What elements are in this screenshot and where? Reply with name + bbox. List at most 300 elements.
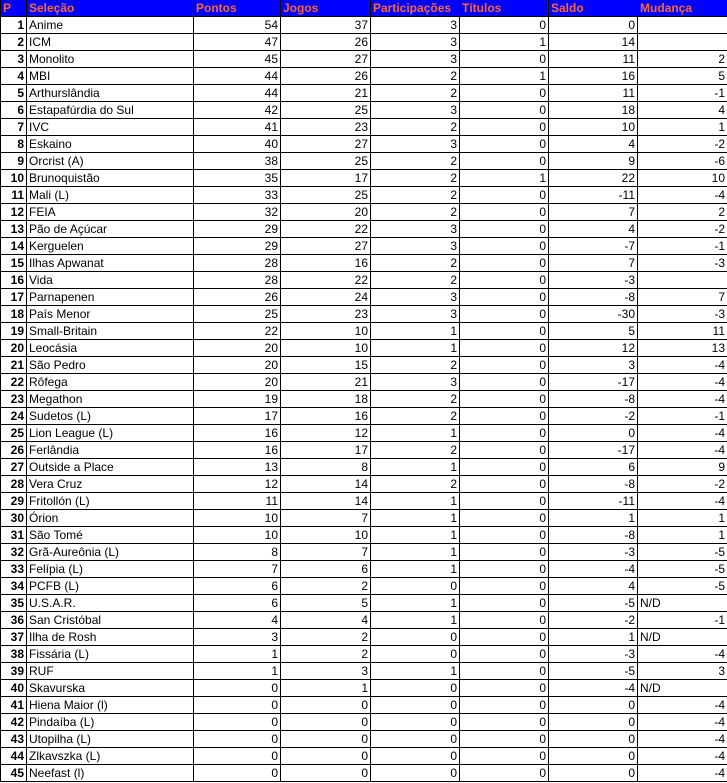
cell-selecao[interactable]: Vera Cruz <box>27 476 194 493</box>
cell-participacoes[interactable]: 0 <box>371 680 460 697</box>
cell-jogos[interactable]: 17 <box>281 442 371 459</box>
cell-jogos[interactable]: 25 <box>281 102 371 119</box>
cell-selecao[interactable]: Vida <box>27 272 194 289</box>
header-titulos[interactable]: Títulos <box>460 0 549 17</box>
cell-saldo[interactable]: 10 <box>549 119 638 136</box>
cell-mudanca[interactable]: 5 <box>638 68 727 85</box>
cell-pontos[interactable]: 29 <box>194 238 281 255</box>
cell-mudanca[interactable]: -2 <box>638 221 727 238</box>
cell-participacoes[interactable]: 1 <box>371 527 460 544</box>
cell-pontos[interactable]: 38 <box>194 153 281 170</box>
header-position[interactable]: P <box>1 0 27 17</box>
cell-participacoes[interactable]: 2 <box>371 204 460 221</box>
cell-jogos[interactable]: 26 <box>281 34 371 51</box>
cell-jogos[interactable]: 0 <box>281 748 371 765</box>
cell-titulos[interactable]: 1 <box>460 68 549 85</box>
cell-saldo[interactable]: -3 <box>549 272 638 289</box>
cell-participacoes[interactable]: 0 <box>371 765 460 782</box>
cell-titulos[interactable]: 0 <box>460 731 549 748</box>
cell-participacoes[interactable]: 2 <box>371 187 460 204</box>
cell-position[interactable]: 26 <box>1 442 27 459</box>
cell-pontos[interactable]: 6 <box>194 578 281 595</box>
cell-mudanca[interactable]: -2 <box>638 136 727 153</box>
cell-saldo[interactable]: -17 <box>549 442 638 459</box>
cell-position[interactable]: 30 <box>1 510 27 527</box>
cell-saldo[interactable]: 16 <box>549 68 638 85</box>
cell-selecao[interactable]: Ferlândia <box>27 442 194 459</box>
cell-pontos[interactable]: 0 <box>194 680 281 697</box>
cell-selecao[interactable]: Pão de Açúcar <box>27 221 194 238</box>
cell-jogos[interactable]: 5 <box>281 595 371 612</box>
cell-selecao[interactable]: Parnapenen <box>27 289 194 306</box>
cell-mudanca[interactable]: 3 <box>638 663 727 680</box>
cell-titulos[interactable]: 0 <box>460 561 549 578</box>
cell-titulos[interactable]: 0 <box>460 425 549 442</box>
cell-position[interactable]: 2 <box>1 34 27 51</box>
cell-position[interactable]: 29 <box>1 493 27 510</box>
cell-saldo[interactable]: 0 <box>549 697 638 714</box>
cell-selecao[interactable]: FEIA <box>27 204 194 221</box>
cell-jogos[interactable]: 26 <box>281 68 371 85</box>
cell-jogos[interactable]: 0 <box>281 714 371 731</box>
cell-position[interactable]: 38 <box>1 646 27 663</box>
cell-pontos[interactable]: 17 <box>194 408 281 425</box>
cell-titulos[interactable]: 0 <box>460 391 549 408</box>
cell-saldo[interactable]: 0 <box>549 714 638 731</box>
cell-jogos[interactable]: 1 <box>281 680 371 697</box>
cell-pontos[interactable]: 11 <box>194 493 281 510</box>
cell-saldo[interactable]: -4 <box>549 680 638 697</box>
cell-titulos[interactable]: 0 <box>460 204 549 221</box>
cell-pontos[interactable]: 29 <box>194 221 281 238</box>
cell-pontos[interactable]: 42 <box>194 102 281 119</box>
cell-position[interactable]: 31 <box>1 527 27 544</box>
cell-saldo[interactable]: 6 <box>549 459 638 476</box>
cell-selecao[interactable]: PCFB (L) <box>27 578 194 595</box>
cell-pontos[interactable]: 16 <box>194 442 281 459</box>
cell-position[interactable]: 44 <box>1 748 27 765</box>
cell-participacoes[interactable]: 2 <box>371 255 460 272</box>
cell-titulos[interactable]: 0 <box>460 272 549 289</box>
cell-pontos[interactable]: 22 <box>194 323 281 340</box>
cell-mudanca[interactable]: N/D <box>638 629 727 646</box>
cell-position[interactable]: 5 <box>1 85 27 102</box>
cell-saldo[interactable]: 0 <box>549 425 638 442</box>
cell-selecao[interactable]: São Tomé <box>27 527 194 544</box>
cell-mudanca[interactable] <box>638 272 727 289</box>
cell-selecao[interactable]: Mali (L) <box>27 187 194 204</box>
cell-saldo[interactable]: 7 <box>549 255 638 272</box>
cell-mudanca[interactable]: -1 <box>638 612 727 629</box>
cell-participacoes[interactable]: 0 <box>371 697 460 714</box>
cell-pontos[interactable]: 0 <box>194 765 281 782</box>
cell-pontos[interactable]: 16 <box>194 425 281 442</box>
header-saldo[interactable]: Saldo <box>549 0 638 17</box>
cell-pontos[interactable]: 41 <box>194 119 281 136</box>
cell-mudanca[interactable]: 11 <box>638 323 727 340</box>
cell-saldo[interactable]: 9 <box>549 153 638 170</box>
cell-mudanca[interactable]: -4 <box>638 374 727 391</box>
cell-selecao[interactable]: Small-Britain <box>27 323 194 340</box>
cell-saldo[interactable]: -11 <box>549 493 638 510</box>
cell-mudanca[interactable]: -4 <box>638 765 727 782</box>
cell-titulos[interactable]: 0 <box>460 323 549 340</box>
cell-titulos[interactable]: 0 <box>460 374 549 391</box>
cell-pontos[interactable]: 4 <box>194 612 281 629</box>
cell-jogos[interactable]: 12 <box>281 425 371 442</box>
cell-mudanca[interactable]: -1 <box>638 238 727 255</box>
cell-saldo[interactable]: 0 <box>549 748 638 765</box>
cell-pontos[interactable]: 6 <box>194 595 281 612</box>
cell-position[interactable]: 42 <box>1 714 27 731</box>
cell-mudanca[interactable]: -5 <box>638 578 727 595</box>
cell-mudanca[interactable]: -4 <box>638 357 727 374</box>
cell-saldo[interactable]: 5 <box>549 323 638 340</box>
cell-titulos[interactable]: 0 <box>460 187 549 204</box>
cell-selecao[interactable]: Monolito <box>27 51 194 68</box>
cell-titulos[interactable]: 0 <box>460 578 549 595</box>
cell-jogos[interactable]: 2 <box>281 578 371 595</box>
cell-position[interactable]: 9 <box>1 153 27 170</box>
header-jogos[interactable]: Jogos <box>281 0 371 17</box>
cell-selecao[interactable]: Brunoquistão <box>27 170 194 187</box>
cell-selecao[interactable]: ICM <box>27 34 194 51</box>
cell-jogos[interactable]: 10 <box>281 340 371 357</box>
cell-participacoes[interactable]: 3 <box>371 221 460 238</box>
cell-mudanca[interactable]: 13 <box>638 340 727 357</box>
cell-selecao[interactable]: U.S.A.R. <box>27 595 194 612</box>
cell-selecao[interactable]: País Menor <box>27 306 194 323</box>
cell-participacoes[interactable]: 0 <box>371 646 460 663</box>
cell-titulos[interactable]: 0 <box>460 51 549 68</box>
cell-position[interactable]: 35 <box>1 595 27 612</box>
cell-jogos[interactable]: 0 <box>281 731 371 748</box>
cell-titulos[interactable]: 0 <box>460 238 549 255</box>
cell-mudanca[interactable]: -4 <box>638 748 727 765</box>
cell-selecao[interactable]: Pindaíba (L) <box>27 714 194 731</box>
cell-pontos[interactable]: 10 <box>194 510 281 527</box>
cell-jogos[interactable]: 16 <box>281 255 371 272</box>
cell-participacoes[interactable]: 3 <box>371 102 460 119</box>
cell-selecao[interactable]: Outside a Place <box>27 459 194 476</box>
cell-mudanca[interactable]: -3 <box>638 306 727 323</box>
cell-selecao[interactable]: São Pedro <box>27 357 194 374</box>
cell-mudanca[interactable] <box>638 17 727 34</box>
cell-position[interactable]: 32 <box>1 544 27 561</box>
cell-titulos[interactable]: 0 <box>460 408 549 425</box>
cell-mudanca[interactable]: 1 <box>638 119 727 136</box>
cell-saldo[interactable]: 18 <box>549 102 638 119</box>
cell-position[interactable]: 27 <box>1 459 27 476</box>
cell-selecao[interactable]: Skavurska <box>27 680 194 697</box>
cell-selecao[interactable]: IVC <box>27 119 194 136</box>
cell-position[interactable]: 20 <box>1 340 27 357</box>
cell-pontos[interactable]: 25 <box>194 306 281 323</box>
cell-jogos[interactable]: 10 <box>281 527 371 544</box>
header-pontos[interactable]: Pontos <box>194 0 281 17</box>
cell-saldo[interactable]: 4 <box>549 136 638 153</box>
cell-mudanca[interactable]: -4 <box>638 646 727 663</box>
cell-titulos[interactable]: 0 <box>460 612 549 629</box>
cell-pontos[interactable]: 33 <box>194 187 281 204</box>
cell-participacoes[interactable]: 2 <box>371 119 460 136</box>
cell-saldo[interactable]: 12 <box>549 340 638 357</box>
cell-selecao[interactable]: Anime <box>27 17 194 34</box>
cell-participacoes[interactable]: 3 <box>371 374 460 391</box>
cell-jogos[interactable]: 0 <box>281 765 371 782</box>
cell-saldo[interactable]: 0 <box>549 765 638 782</box>
cell-participacoes[interactable]: 3 <box>371 289 460 306</box>
cell-position[interactable]: 40 <box>1 680 27 697</box>
cell-position[interactable]: 6 <box>1 102 27 119</box>
cell-titulos[interactable]: 0 <box>460 442 549 459</box>
cell-position[interactable]: 33 <box>1 561 27 578</box>
cell-saldo[interactable]: -8 <box>549 391 638 408</box>
cell-saldo[interactable]: -5 <box>549 595 638 612</box>
cell-saldo[interactable]: 4 <box>549 578 638 595</box>
cell-selecao[interactable]: Estapafúrdia do Sul <box>27 102 194 119</box>
cell-titulos[interactable]: 0 <box>460 17 549 34</box>
cell-saldo[interactable]: -3 <box>549 646 638 663</box>
cell-participacoes[interactable]: 2 <box>371 442 460 459</box>
cell-jogos[interactable]: 7 <box>281 544 371 561</box>
cell-mudanca[interactable]: N/D <box>638 595 727 612</box>
cell-mudanca[interactable]: N/D <box>638 680 727 697</box>
cell-participacoes[interactable]: 3 <box>371 306 460 323</box>
cell-jogos[interactable]: 16 <box>281 408 371 425</box>
cell-titulos[interactable]: 0 <box>460 748 549 765</box>
cell-jogos[interactable]: 21 <box>281 374 371 391</box>
cell-position[interactable]: 25 <box>1 425 27 442</box>
cell-participacoes[interactable]: 1 <box>371 544 460 561</box>
cell-mudanca[interactable]: -4 <box>638 697 727 714</box>
cell-position[interactable]: 7 <box>1 119 27 136</box>
cell-selecao[interactable]: Megathon <box>27 391 194 408</box>
cell-jogos[interactable]: 18 <box>281 391 371 408</box>
cell-titulos[interactable]: 0 <box>460 340 549 357</box>
cell-pontos[interactable]: 20 <box>194 340 281 357</box>
cell-mudanca[interactable]: -6 <box>638 153 727 170</box>
cell-mudanca[interactable]: 1 <box>638 527 727 544</box>
cell-jogos[interactable]: 23 <box>281 306 371 323</box>
cell-selecao[interactable]: Grã-Aureônia (L) <box>27 544 194 561</box>
cell-mudanca[interactable]: -4 <box>638 187 727 204</box>
cell-position[interactable]: 11 <box>1 187 27 204</box>
cell-saldo[interactable]: -2 <box>549 612 638 629</box>
cell-mudanca[interactable]: 7 <box>638 289 727 306</box>
cell-jogos[interactable]: 23 <box>281 119 371 136</box>
cell-selecao[interactable]: Lion League (L) <box>27 425 194 442</box>
cell-jogos[interactable]: 3 <box>281 663 371 680</box>
cell-titulos[interactable]: 0 <box>460 306 549 323</box>
cell-selecao[interactable]: Fritollón (L) <box>27 493 194 510</box>
cell-position[interactable]: 23 <box>1 391 27 408</box>
cell-mudanca[interactable]: -4 <box>638 714 727 731</box>
cell-titulos[interactable]: 0 <box>460 153 549 170</box>
cell-mudanca[interactable]: -5 <box>638 544 727 561</box>
cell-selecao[interactable]: Arthurslândia <box>27 85 194 102</box>
cell-participacoes[interactable]: 2 <box>371 170 460 187</box>
cell-saldo[interactable]: 1 <box>549 629 638 646</box>
cell-saldo[interactable]: 11 <box>549 51 638 68</box>
header-mudanca[interactable]: Mudança <box>638 0 727 17</box>
cell-pontos[interactable]: 12 <box>194 476 281 493</box>
cell-pontos[interactable]: 47 <box>194 34 281 51</box>
cell-saldo[interactable]: 4 <box>549 221 638 238</box>
cell-saldo[interactable]: 22 <box>549 170 638 187</box>
cell-titulos[interactable]: 0 <box>460 663 549 680</box>
cell-position[interactable]: 1 <box>1 17 27 34</box>
cell-participacoes[interactable]: 1 <box>371 663 460 680</box>
cell-participacoes[interactable]: 2 <box>371 357 460 374</box>
cell-position[interactable]: 13 <box>1 221 27 238</box>
cell-saldo[interactable]: -4 <box>549 561 638 578</box>
cell-position[interactable]: 12 <box>1 204 27 221</box>
cell-position[interactable]: 16 <box>1 272 27 289</box>
cell-jogos[interactable]: 14 <box>281 493 371 510</box>
cell-titulos[interactable]: 0 <box>460 136 549 153</box>
cell-participacoes[interactable]: 0 <box>371 578 460 595</box>
cell-titulos[interactable]: 0 <box>460 527 549 544</box>
cell-saldo[interactable]: 0 <box>549 17 638 34</box>
cell-pontos[interactable]: 10 <box>194 527 281 544</box>
cell-jogos[interactable]: 6 <box>281 561 371 578</box>
cell-pontos[interactable]: 45 <box>194 51 281 68</box>
cell-participacoes[interactable]: 3 <box>371 51 460 68</box>
cell-jogos[interactable]: 25 <box>281 187 371 204</box>
cell-position[interactable]: 37 <box>1 629 27 646</box>
cell-saldo[interactable]: -8 <box>549 527 638 544</box>
cell-position[interactable]: 4 <box>1 68 27 85</box>
cell-mudanca[interactable]: -4 <box>638 493 727 510</box>
cell-titulos[interactable]: 0 <box>460 493 549 510</box>
cell-jogos[interactable]: 15 <box>281 357 371 374</box>
cell-participacoes[interactable]: 1 <box>371 612 460 629</box>
cell-position[interactable]: 14 <box>1 238 27 255</box>
cell-pontos[interactable]: 1 <box>194 646 281 663</box>
cell-selecao[interactable]: Fissária (L) <box>27 646 194 663</box>
cell-position[interactable]: 17 <box>1 289 27 306</box>
cell-pontos[interactable]: 26 <box>194 289 281 306</box>
cell-participacoes[interactable]: 3 <box>371 34 460 51</box>
cell-jogos[interactable]: 24 <box>281 289 371 306</box>
cell-mudanca[interactable]: -4 <box>638 442 727 459</box>
cell-pontos[interactable]: 7 <box>194 561 281 578</box>
cell-mudanca[interactable]: -1 <box>638 85 727 102</box>
cell-participacoes[interactable]: 2 <box>371 272 460 289</box>
cell-position[interactable]: 18 <box>1 306 27 323</box>
cell-position[interactable]: 22 <box>1 374 27 391</box>
cell-jogos[interactable]: 22 <box>281 221 371 238</box>
cell-mudanca[interactable]: -4 <box>638 425 727 442</box>
cell-participacoes[interactable]: 1 <box>371 561 460 578</box>
cell-pontos[interactable]: 32 <box>194 204 281 221</box>
cell-pontos[interactable]: 0 <box>194 731 281 748</box>
cell-pontos[interactable]: 13 <box>194 459 281 476</box>
cell-selecao[interactable]: Felípia (L) <box>27 561 194 578</box>
cell-jogos[interactable]: 21 <box>281 85 371 102</box>
cell-titulos[interactable]: 1 <box>460 170 549 187</box>
cell-participacoes[interactable]: 2 <box>371 391 460 408</box>
cell-titulos[interactable]: 0 <box>460 629 549 646</box>
cell-pontos[interactable]: 28 <box>194 255 281 272</box>
cell-position[interactable]: 15 <box>1 255 27 272</box>
cell-saldo[interactable]: -7 <box>549 238 638 255</box>
cell-participacoes[interactable]: 3 <box>371 136 460 153</box>
cell-position[interactable]: 19 <box>1 323 27 340</box>
cell-position[interactable]: 41 <box>1 697 27 714</box>
cell-pontos[interactable]: 44 <box>194 85 281 102</box>
cell-pontos[interactable]: 35 <box>194 170 281 187</box>
cell-selecao[interactable]: San Cristóbal <box>27 612 194 629</box>
cell-position[interactable]: 43 <box>1 731 27 748</box>
cell-pontos[interactable]: 3 <box>194 629 281 646</box>
cell-participacoes[interactable]: 2 <box>371 408 460 425</box>
cell-participacoes[interactable]: 1 <box>371 493 460 510</box>
cell-titulos[interactable]: 1 <box>460 34 549 51</box>
cell-jogos[interactable]: 2 <box>281 629 371 646</box>
cell-jogos[interactable]: 8 <box>281 459 371 476</box>
cell-position[interactable]: 34 <box>1 578 27 595</box>
cell-jogos[interactable]: 27 <box>281 136 371 153</box>
cell-titulos[interactable]: 0 <box>460 85 549 102</box>
cell-participacoes[interactable]: 1 <box>371 459 460 476</box>
cell-saldo[interactable]: -8 <box>549 476 638 493</box>
cell-saldo[interactable]: -8 <box>549 289 638 306</box>
cell-saldo[interactable]: 3 <box>549 357 638 374</box>
cell-mudanca[interactable]: 4 <box>638 102 727 119</box>
cell-selecao[interactable]: Rôfega <box>27 374 194 391</box>
cell-mudanca[interactable]: -1 <box>638 408 727 425</box>
cell-saldo[interactable]: 0 <box>549 731 638 748</box>
cell-saldo[interactable]: -30 <box>549 306 638 323</box>
cell-pontos[interactable]: 20 <box>194 374 281 391</box>
cell-selecao[interactable]: Leocásia <box>27 340 194 357</box>
cell-titulos[interactable]: 0 <box>460 102 549 119</box>
cell-selecao[interactable]: Sudetos (L) <box>27 408 194 425</box>
cell-mudanca[interactable]: -2 <box>638 476 727 493</box>
cell-titulos[interactable]: 0 <box>460 476 549 493</box>
cell-selecao[interactable]: Neefast (l) <box>27 765 194 782</box>
cell-mudanca[interactable]: -4 <box>638 731 727 748</box>
cell-position[interactable]: 3 <box>1 51 27 68</box>
cell-pontos[interactable]: 20 <box>194 357 281 374</box>
cell-titulos[interactable]: 0 <box>460 646 549 663</box>
cell-participacoes[interactable]: 2 <box>371 68 460 85</box>
cell-titulos[interactable]: 0 <box>460 255 549 272</box>
cell-saldo[interactable]: 7 <box>549 204 638 221</box>
cell-pontos[interactable]: 1 <box>194 663 281 680</box>
cell-saldo[interactable]: 14 <box>549 34 638 51</box>
cell-saldo[interactable]: -5 <box>549 663 638 680</box>
cell-selecao[interactable]: Kerguelen <box>27 238 194 255</box>
cell-mudanca[interactable] <box>638 34 727 51</box>
cell-saldo[interactable]: 1 <box>549 510 638 527</box>
header-participacoes[interactable]: Participações <box>371 0 460 17</box>
cell-participacoes[interactable]: 2 <box>371 476 460 493</box>
cell-saldo[interactable]: -17 <box>549 374 638 391</box>
cell-position[interactable]: 24 <box>1 408 27 425</box>
cell-jogos[interactable]: 25 <box>281 153 371 170</box>
cell-selecao[interactable]: MBI <box>27 68 194 85</box>
cell-selecao[interactable]: Ilhas Apwanat <box>27 255 194 272</box>
cell-titulos[interactable]: 0 <box>460 595 549 612</box>
cell-jogos[interactable]: 20 <box>281 204 371 221</box>
cell-jogos[interactable]: 10 <box>281 323 371 340</box>
cell-titulos[interactable]: 0 <box>460 765 549 782</box>
cell-selecao[interactable]: Eskaino <box>27 136 194 153</box>
cell-selecao[interactable]: Hiena Maior (l) <box>27 697 194 714</box>
